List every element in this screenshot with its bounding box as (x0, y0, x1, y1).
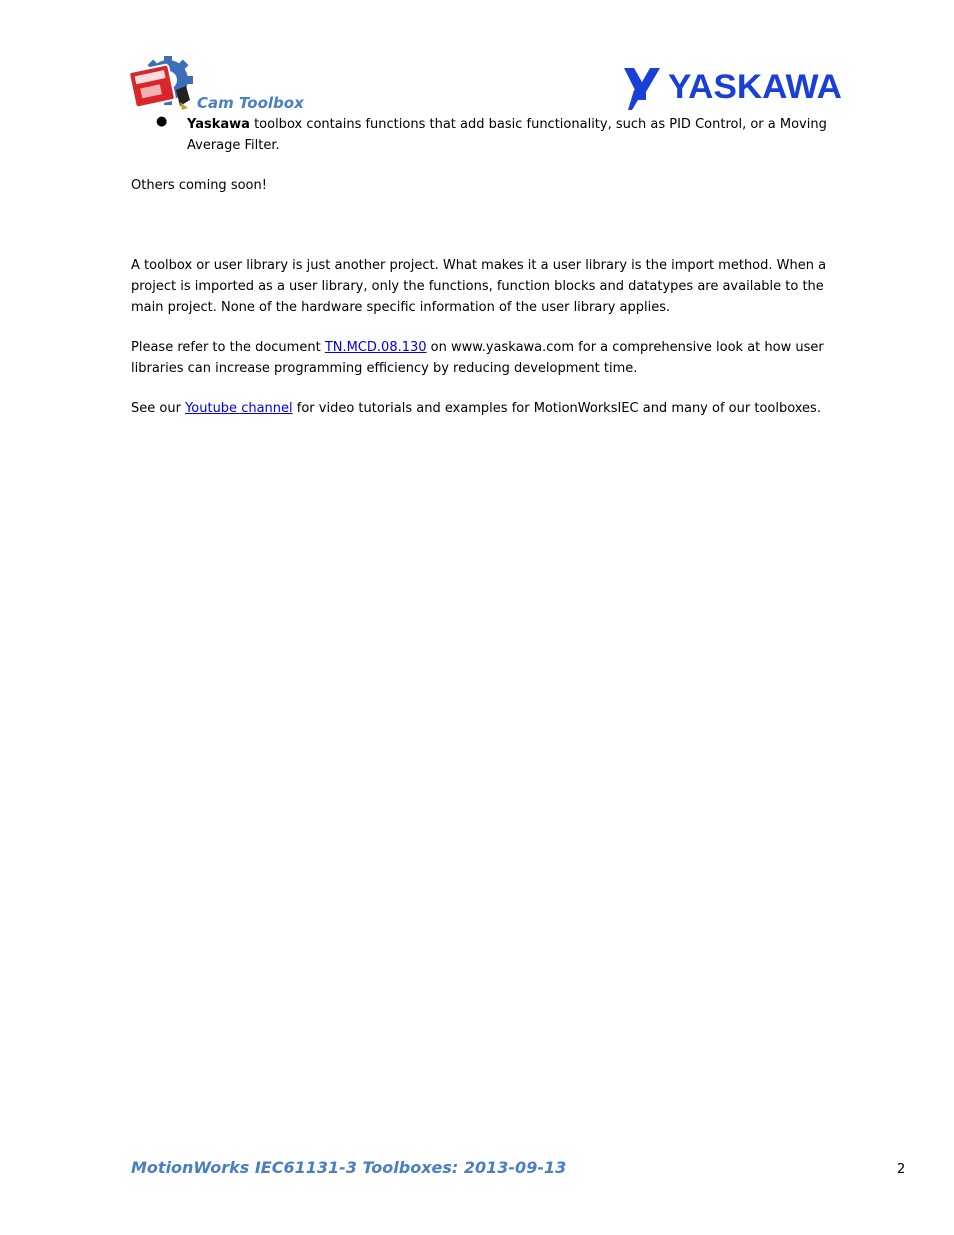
refer-prefix: Please refer to the document (131, 340, 325, 355)
document-link[interactable]: TN.MCD.08.130 (324, 340, 427, 355)
page-number: 2 (897, 1162, 906, 1177)
library-paragraph: A toolbox or user library is just another project. What makes it a user library is the import method. When a project is imported as a user library, only the functions, function blocks and datatypes are available to the main project. None of the hardware specific information of the user library applies. (131, 258, 827, 315)
bullet-bold: Yaskawa (187, 117, 250, 132)
footer-title: MotionWorks IEC61131-3 Toolboxes: 2013-09-13 (131, 1158, 567, 1177)
refer-suffix: on www.yaskawa.com for a comprehensive look at how user libraries can increase programming efficiency by reducing development time. (131, 340, 824, 376)
bullet-marker: ● (156, 114, 168, 129)
toolbox-logo-icon (128, 56, 200, 112)
refer-paragraph (131, 337, 843, 379)
youtube-prefix: See our (131, 401, 186, 416)
others-paragraph: Others coming soon! (131, 178, 267, 193)
youtube-suffix: for video tutorials and examples for MotionWorksIEC and many of our toolboxes. (292, 401, 821, 416)
bullet-item (187, 114, 827, 156)
yaskawa-logo-icon (622, 66, 844, 112)
bullet-text: toolbox contains functions that add basic functionality, such as PID Control, or a Moving Average Filter. (187, 117, 827, 153)
header-title: Cam Toolbox (197, 94, 304, 112)
youtube-paragraph (131, 398, 843, 419)
brand-text: YASKAWA (668, 68, 842, 106)
youtube-channel-link[interactable]: Youtube channel (185, 401, 293, 416)
